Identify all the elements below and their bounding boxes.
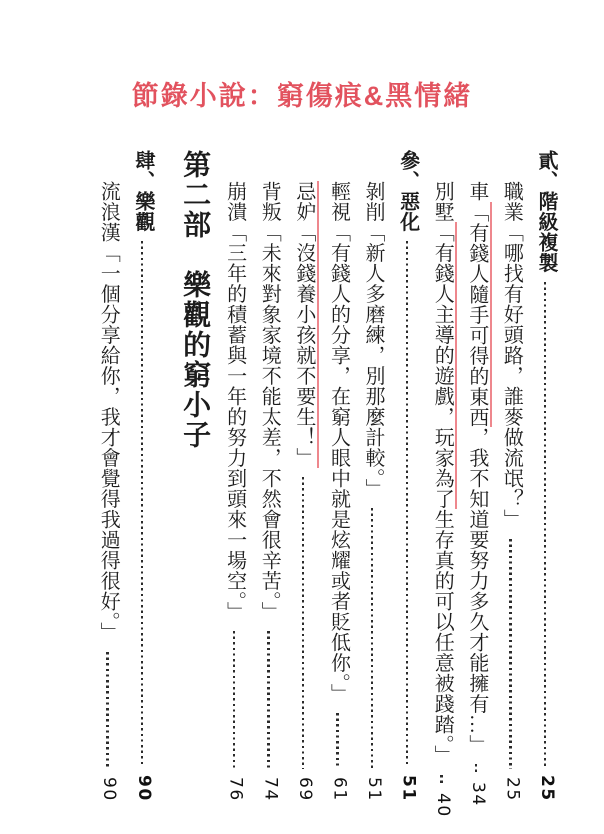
toc-text-segment: 參、惡化 xyxy=(396,150,419,232)
toc-column xyxy=(258,150,280,802)
toc-column xyxy=(431,150,454,818)
toc-text-segment: 流浪漢「一個分享給你，我才會覺得我過得很好。」 xyxy=(97,181,120,643)
toc-entry-text xyxy=(361,181,383,499)
toc-column xyxy=(361,150,383,802)
page-number: 90 xyxy=(99,777,120,802)
red-emphasis-marked-text: 「有錢人隨手可得的東西 xyxy=(466,202,492,428)
page-number: 51 xyxy=(364,777,385,802)
toc-text-segment: 崩潰「三年的積蓄與一年的努力到頭來一場空。」 xyxy=(223,181,246,622)
toc-text-segment: 背叛「未來對象家境不能太差，不然會很辛苦。」 xyxy=(258,181,281,622)
dotted-leader xyxy=(544,282,546,767)
page-number: 34 xyxy=(467,782,488,807)
dotted-leader xyxy=(106,652,108,770)
dotted-leader xyxy=(233,631,235,769)
toc-text-segment: 貳、階級複製 xyxy=(535,150,557,273)
page-number: 25 xyxy=(502,777,523,802)
toc-text-segment: 職業「哪找有好頭路，誰麥做流氓？」 xyxy=(500,181,523,530)
page-number: 76 xyxy=(225,777,246,802)
red-emphasis-marked-text: 「有錢人主導的遊戲，玩家為了 xyxy=(431,222,457,509)
dotted-leader xyxy=(475,764,477,774)
toc-column xyxy=(97,150,119,802)
toc-entry-text xyxy=(396,150,418,232)
toc-column xyxy=(223,150,245,802)
toc-text-segment: 第二部 樂觀的窮小子 xyxy=(179,150,211,450)
toc-entry-text xyxy=(179,150,209,450)
toc-text-segment: 輕視「有錢人的分享，在窮人眼中就是炫耀或者貶低你。」 xyxy=(327,181,350,704)
toc-column xyxy=(179,150,209,802)
dotted-leader xyxy=(371,508,373,769)
toc-entry-text xyxy=(131,150,153,232)
toc-column xyxy=(292,150,314,802)
dotted-leader xyxy=(406,241,408,767)
page-number: 90 xyxy=(133,775,154,802)
red-emphasis-marked-text: 忌妒「沒錢養小孩就不要生！」 xyxy=(293,181,319,468)
dotted-leader xyxy=(440,775,442,785)
toc-entry-text xyxy=(223,181,245,622)
toc-entry-text xyxy=(292,181,314,468)
page-number: 61 xyxy=(329,777,350,802)
toc-text-segment: 剝削「新人多磨練，別那麼計較。」 xyxy=(362,181,385,499)
page-title: 節錄小說：窮傷痕&黑情緒 xyxy=(131,81,473,111)
toc-column xyxy=(500,150,522,802)
toc-text-segment: 肆、樂觀 xyxy=(131,150,154,232)
toc-entry-text xyxy=(500,181,522,530)
dotted-leader xyxy=(336,713,338,769)
dotted-leader xyxy=(509,539,511,770)
toc-text-segment: 車 xyxy=(465,181,488,202)
page-number: 40 xyxy=(433,792,454,818)
toc-entry-text xyxy=(327,181,349,704)
dotted-leader xyxy=(302,477,304,769)
page-number: 74 xyxy=(260,777,281,802)
toc-entry-text xyxy=(97,181,119,643)
toc-text-segment: ，我不知道要努力多久才能擁有…」 xyxy=(465,427,488,755)
toc-entry-text xyxy=(534,150,556,273)
toc-column xyxy=(534,150,556,802)
toc-column xyxy=(327,150,349,802)
page-number: 69 xyxy=(294,777,315,802)
toc-text-segment: 生存真的可以任意被踐踏。」 xyxy=(431,509,454,766)
dotted-leader xyxy=(141,241,143,767)
toc-column xyxy=(131,150,153,802)
page-number: 51 xyxy=(398,775,419,802)
toc-entry-text xyxy=(465,181,487,755)
toc-column xyxy=(465,150,488,807)
toc-column xyxy=(396,150,418,802)
toc-entry-text xyxy=(258,181,280,622)
page-number: 25 xyxy=(537,775,557,802)
toc-entry-text xyxy=(431,181,453,766)
toc-text-segment: 別墅 xyxy=(431,181,454,222)
dotted-leader xyxy=(267,631,269,769)
toc-columns xyxy=(84,150,557,818)
